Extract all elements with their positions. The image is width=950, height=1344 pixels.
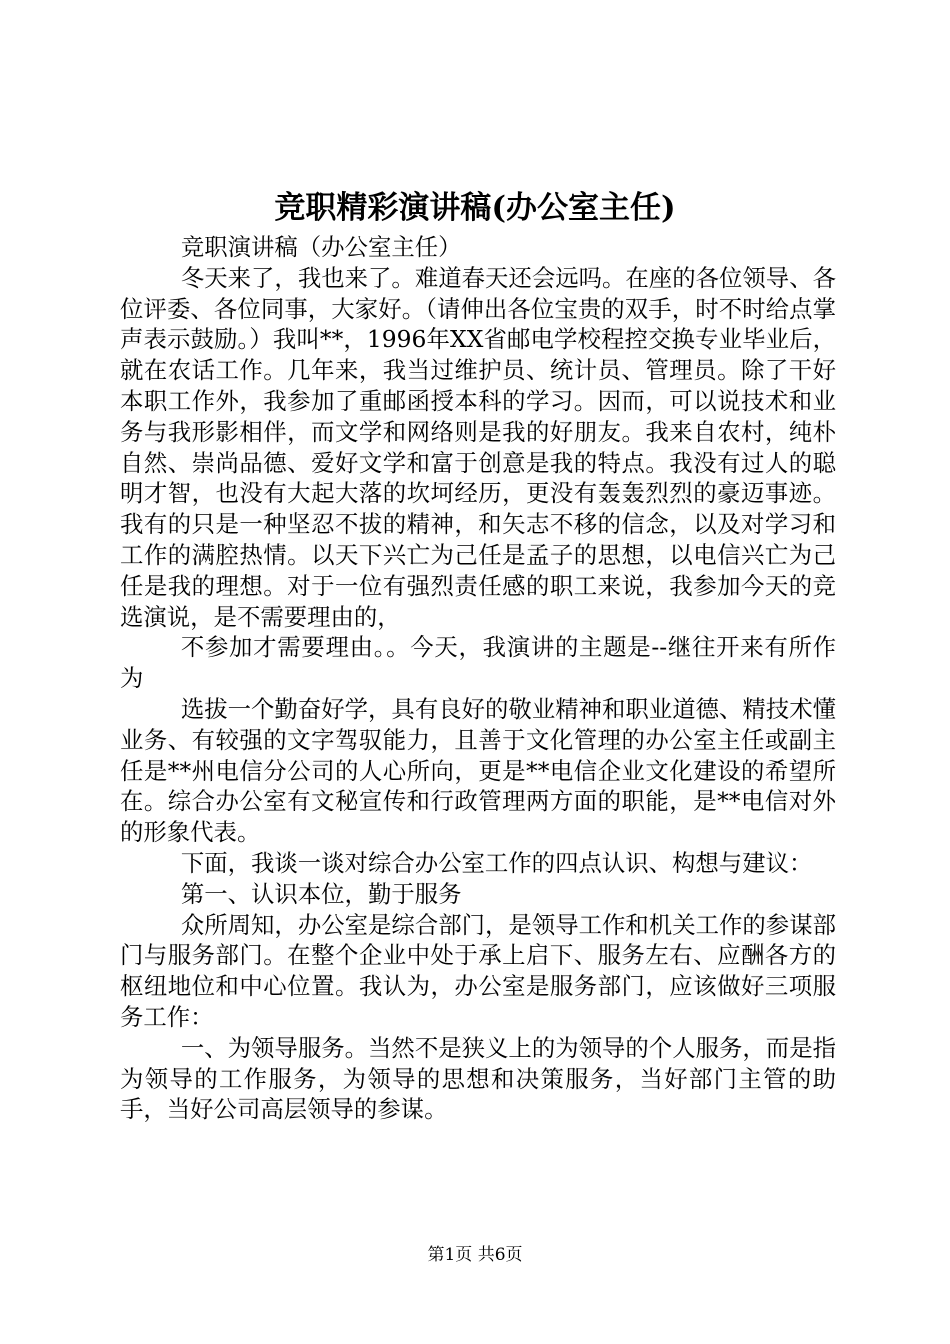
paragraph-serve-leaders: 一、为领导服务。当然不是狭义上的为领导的个人服务，而是指为领导的工作服务，为领导的思想和决策服务，当好部门主管的助手，当好公司高层领导的参谋。 (120, 1033, 836, 1124)
page-footer: 第1页 共6页 (427, 1245, 523, 1265)
paragraph-selection: 选拔一个勤奋好学，具有良好的敬业精神和职业道德、精技术懂业务、有较强的文字驾驭能力，且善于文化管理的办公室主任或副主任是**州电信分公司的人心所向，更是**电信企业文化建设的希望所在。综合办公室有文秘宣传和行政管理两方面的职能，是**电信对外的形象代表。 (120, 694, 836, 847)
paragraph-theme: 不参加才需要理由。。今天，我演讲的主题是--继往开来有所作为 (120, 633, 836, 693)
paragraph-office-role: 众所周知，办公室是综合部门，是领导工作和机关工作的参谋部门与服务部门。在整个企业中处于承上启下、服务左右、应酬各方的枢纽地位和中心位置。我认为，办公室是服务部门，应该做好三项服务工作： (120, 910, 836, 1031)
section-heading-first: 第一、认识本位，勤于服务 (180, 879, 462, 908)
paragraph-outline: 下面，我谈一谈对综合办公室工作的四点认识、构想与建议： (180, 848, 813, 877)
document-body (120, 232, 836, 1125)
paragraph-subtitle: 竞职演讲稿（办公室主任） (180, 233, 462, 261)
document-title: 竞职精彩演讲稿(办公室主任) (274, 190, 676, 226)
paragraph-introduction: 冬天来了，我也来了。难道春天还会远吗。在座的各位领导、各位评委、各位同事，大家好。（请伸出各位宝贵的双手，时不时给点掌声表示鼓励。）我叫**，1996年XX省邮电学校程控交换专业毕业后，就在农话工作。几年来，我当过维护员、统计员、管理员。除了干好本职工作外，我参加了重邮函授本科的学习。因而，可以说技术和业务与我形影相伴，而文学和网络则是我的好朋友。我来自农村，纯朴自然、崇尚品德、爱好文学和富于创意是我的特点。我没有过人的聪明才智，也没有大起大落的坎坷经历，更没有轰轰烈烈的豪迈事迹。我有的只是一种坚忍不拔的精神，和矢志不移的信念，以及对学习和工作的满腔热情。以天下兴亡为己任是孟子的思想，以电信兴亡为己任是我的理想。对于一位有强烈责任感的职工来说，我参加今天的竞选演说，是不需要理由的， (120, 263, 836, 631)
